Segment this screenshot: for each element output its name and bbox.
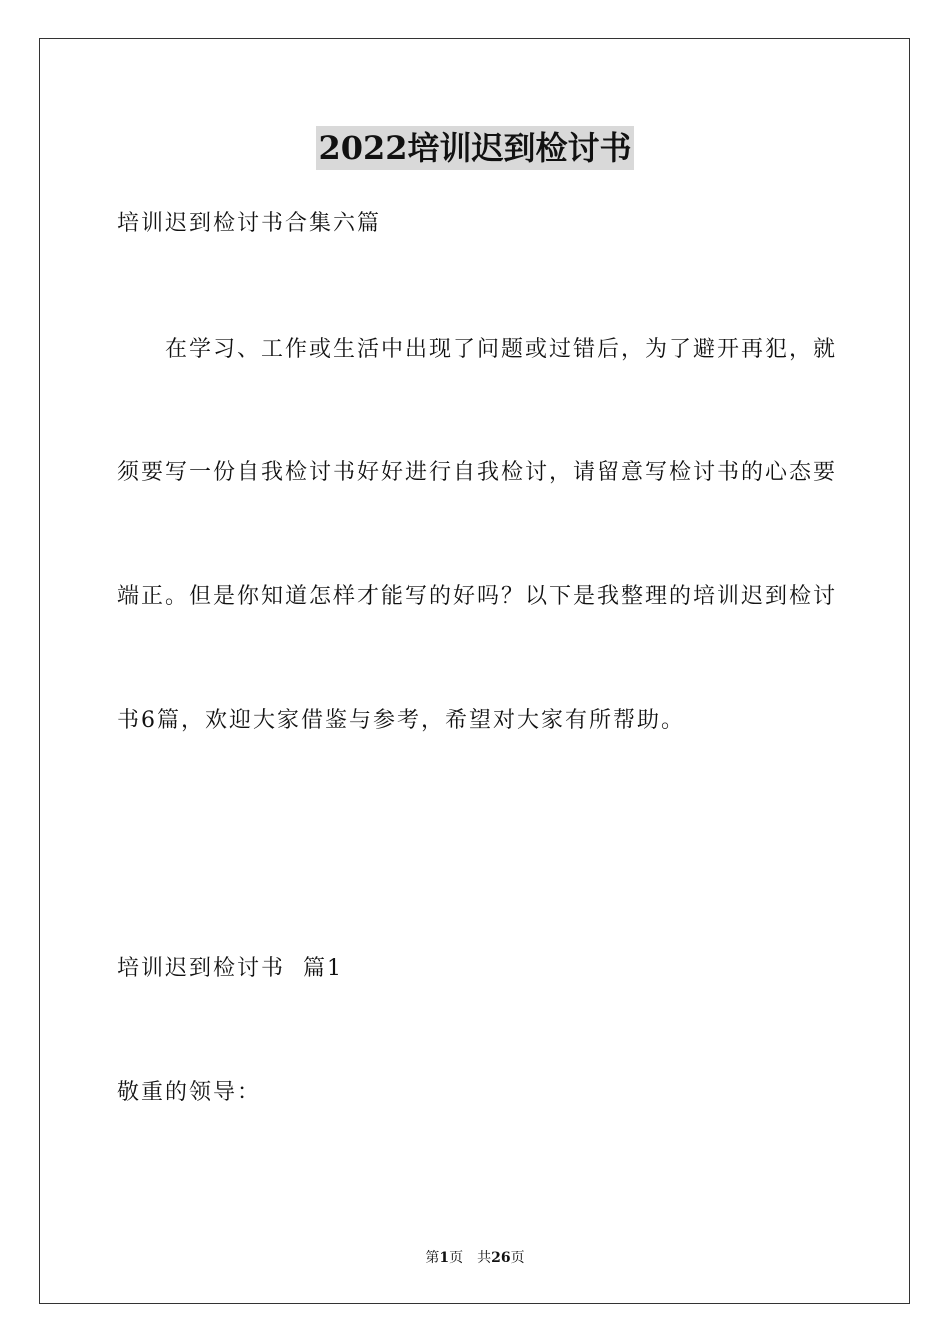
intro-line-2: 须要写一份自我检讨书好好进行自我检讨，请留意写检讨书的心态要 [117, 460, 838, 485]
footer-page-prefix: 第 [425, 1250, 440, 1266]
footer-total-suffix: 页 [510, 1250, 525, 1266]
footer-page-suffix: 页 [449, 1250, 464, 1266]
intro-line-4: 书6篇，欢迎大家借鉴与参考，希望对大家有所帮助。 [117, 708, 685, 733]
document-title: 2022培训迟到检讨书 [316, 126, 633, 170]
intro-line-3: 端正。但是你知道怎样才能写的好吗？以下是我整理的培训迟到检讨 [117, 584, 838, 609]
page-footer [0, 1248, 950, 1268]
footer-total-pages: 26 [491, 1250, 511, 1266]
section-heading: 培训迟到检讨书 篇1 [117, 956, 343, 981]
document-subtitle: 培训迟到检讨书合集六篇 [117, 211, 382, 236]
salutation: 敬重的领导： [117, 1080, 262, 1105]
footer-total-prefix: 共 [477, 1250, 492, 1266]
intro-line-1: 在学习、工作或生活中出现了问题或过错后，为了避开再犯，就 [165, 337, 838, 362]
footer-page-number: 1 [439, 1250, 450, 1266]
document-title-wrapper [0, 126, 950, 170]
